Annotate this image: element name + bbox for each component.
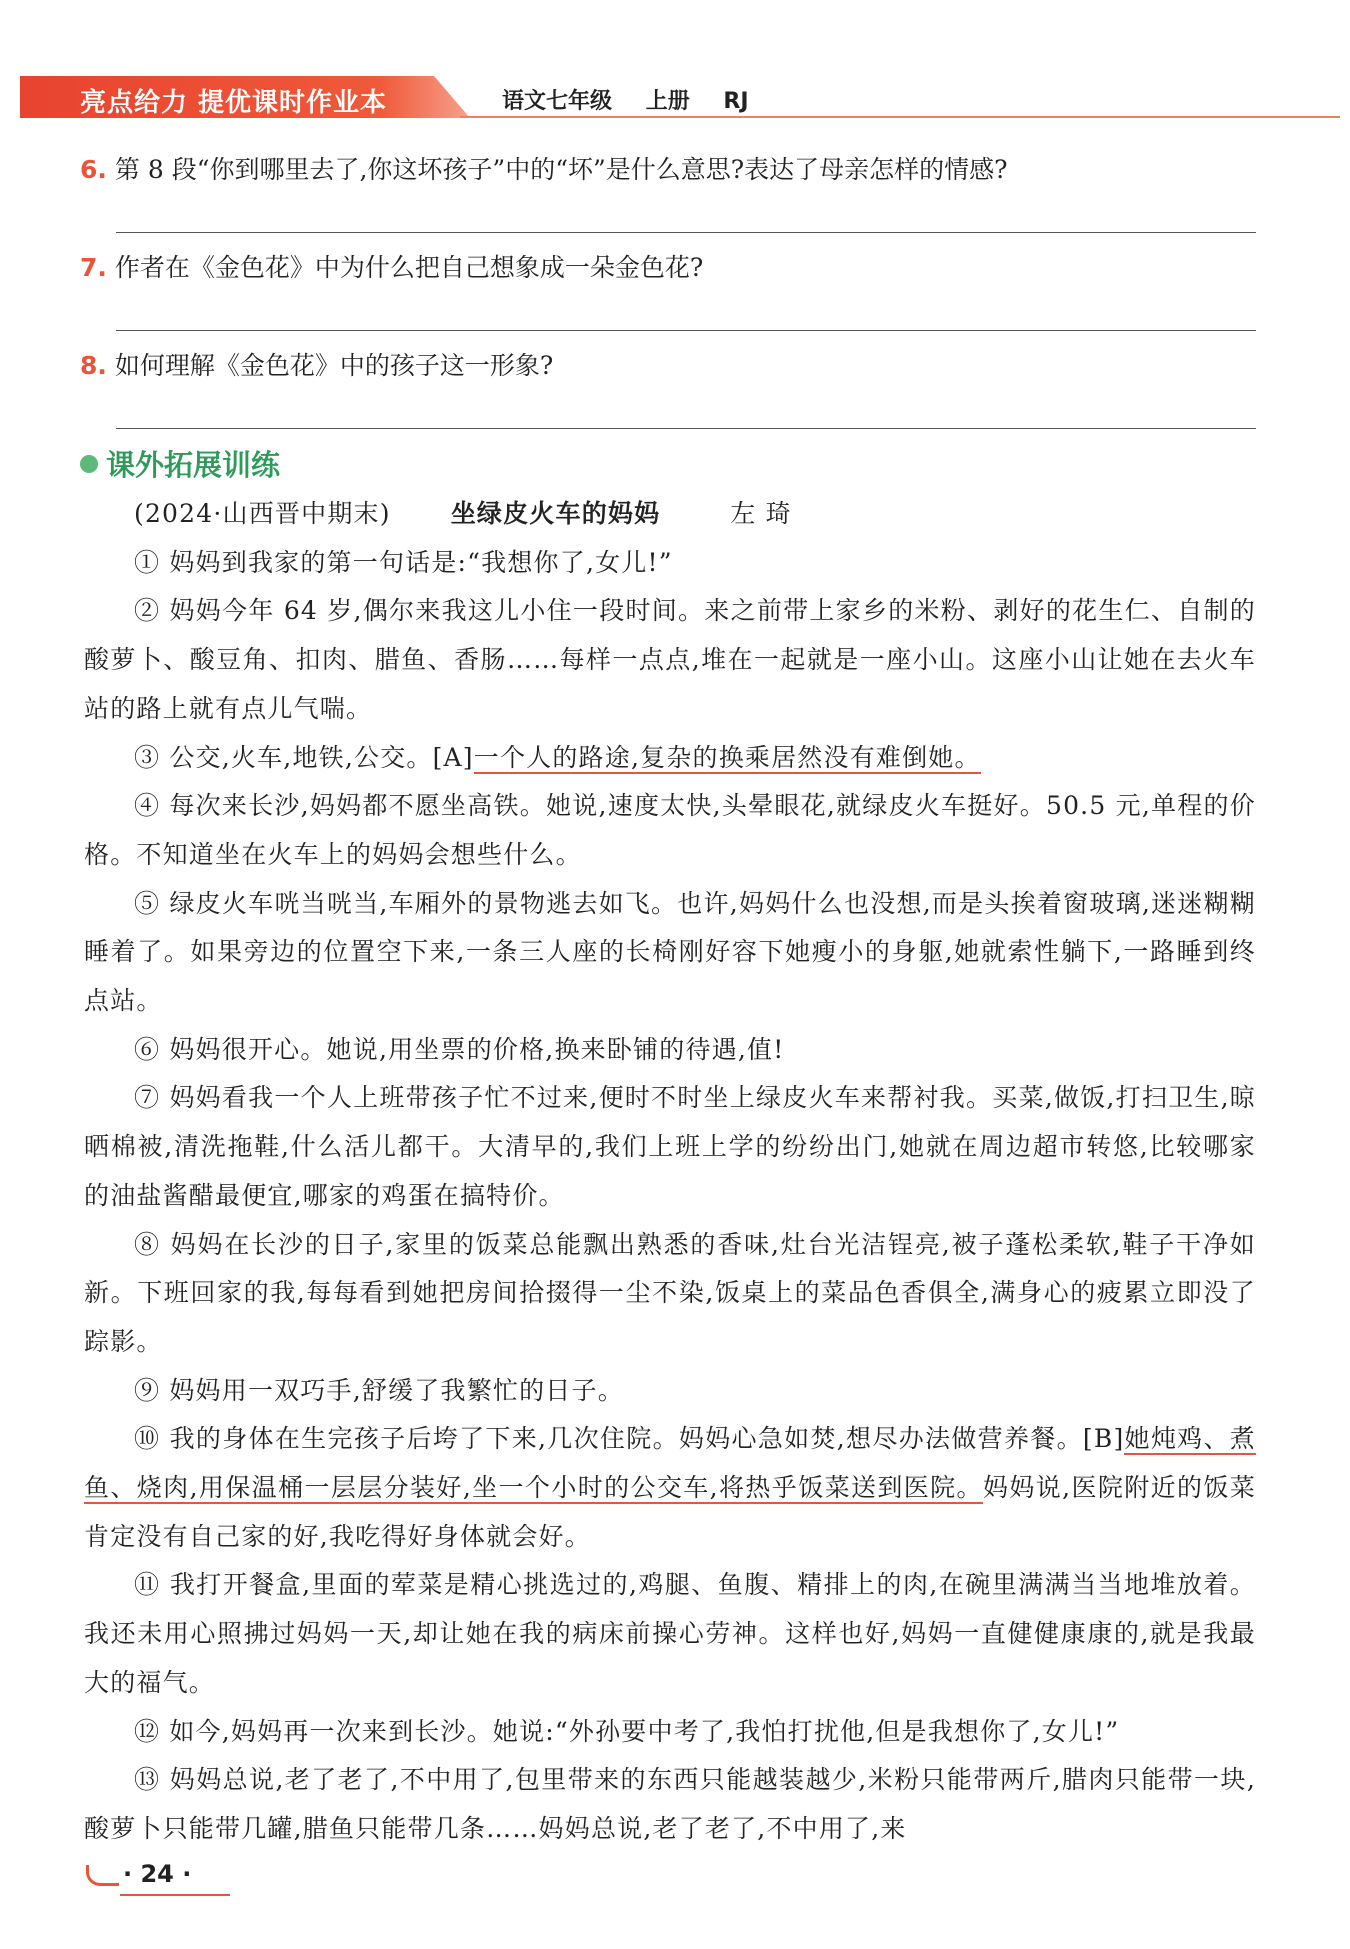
reading-passage [84, 490, 1256, 1854]
paragraph-11: ⑪ 我打开餐盒,里面的荤菜是精心挑选过的,鸡腿、鱼腹、精排上的肉,在碗里满满当当地堆放着。我还未用心照拂过妈妈一天,却让她在我的病床前操心劳神。这样也好,妈妈一直健健康康的,就是我最大的福气。 [84, 1570, 1256, 1697]
paragraph-12: ⑫ 如今,妈妈再一次来到长沙。她说:“外孙要中考了,我怕打扰他,但是我想你了,女儿!” [134, 1716, 1120, 1746]
underline-b: 她炖鸡、煮鱼、烧肉,用保温桶一层层分装好,坐一个小时的公交车,将热乎饭菜送到医院。 [84, 1424, 1256, 1503]
article-author: 左 琦 [730, 499, 792, 528]
answer-line-7[interactable] [116, 330, 1256, 331]
subject-label: 语文七年级 [502, 89, 613, 114]
underline-a: 一个人的路途,复杂的换乘居然没有难倒她。 [473, 742, 981, 772]
footer-curve-icon [86, 1865, 119, 1886]
article-header [84, 490, 1256, 539]
paragraph-5: ⑤ 绿皮火车咣当咣当,车厢外的景物逃去如飞。也许,妈妈什么也没想,而是头挨着窗玻璃,迷迷糊糊睡着了。如果旁边的位置空下来,一条三人座的长椅刚好容下她瘦小的身躯,她就索性躺下,一路睡到终点站。 [84, 888, 1257, 1016]
header-info [502, 84, 775, 115]
leaf-icon [80, 455, 98, 473]
article-source: (2024·山西晋中期末) [134, 499, 391, 528]
edition-label: RJ [723, 89, 749, 114]
paragraph-8: ⑧ 妈妈在长沙的日子,家里的饭菜总能飘出熟悉的香味,灶台光洁锃亮,被子蓬松柔软,鞋子干净如新。下班回家的我,每每看到她把房间拾掇得一尘不染,饭桌上的菜品色香俱全,满身心的疲累立即没了踪影。 [84, 1229, 1256, 1356]
paragraph-13: ⑬ 妈妈总说,老了老了,不中用了,包里带来的东西只能越装越少,米粉只能带两斤,腊肉只能带一块,酸萝卜只能带几罐,腊鱼只能带几条……妈妈总说,老了老了,不中用了,来 [84, 1765, 1256, 1843]
page-header [20, 76, 1340, 118]
paragraph-3: ③ 公交,火车,地铁,公交。[A]一个人的路途,复杂的换乘居然没有难倒她。 [134, 742, 981, 772]
question-8: 8. 如何理解《金色花》中的孩子这一形象? [80, 351, 554, 380]
header-rule [460, 116, 1340, 118]
section-heading: 课外拓展训练 [80, 443, 280, 484]
paragraph-9: ⑨ 妈妈用一双巧手,舒缓了我繁忙的日子。 [134, 1375, 624, 1405]
paragraph-6: ⑥ 妈妈很开心。她说,用坐票的价格,换来卧铺的待遇,值! [134, 1034, 785, 1064]
footer-rule [120, 1894, 230, 1896]
paragraph-7: ⑦ 妈妈看我一个人上班带孩子忙不过来,便时不时坐上绿皮火车来帮衬我。买菜,做饭,打扫卫生,晾晒棉被,清洗拖鞋,什么活儿都干。大清早的,我们上班上学的纷纷出门,她就在周边超市转悠,比较哪家的油盐酱醋最便宜,哪家的鸡蛋在搞特价。 [84, 1083, 1256, 1210]
question-7: 7. 作者在《金色花》中为什么把自己想象成一朵金色花? [80, 253, 704, 282]
paragraph-4: ④ 每次来长沙,妈妈都不愿坐高铁。她说,速度太快,头晕眼花,就绿皮火车挺好。50.5 元,单程的价格。不知道坐在火车上的妈妈会想些什么。 [84, 791, 1256, 869]
volume-label: 上册 [645, 89, 690, 114]
question-6: 6. 第 8 段“你到哪里去了,你这坏孩子”中的“坏”是什么意思?表达了母亲怎样的情感? [80, 155, 1008, 184]
paragraph-1: ① 妈妈到我家的第一句话是:“我想你了,女儿!” [134, 547, 673, 577]
paragraph-2: ② 妈妈今年 64 岁,偶尔来我这儿小住一段时间。来之前带上家乡的米粉、剥好的花生仁、自制的酸萝卜、酸豆角、扣肉、腊鱼、香肠……每样一点点,堆在一起就是一座小山。这座小山让她在去火车站的路上就有点儿气喘。 [84, 596, 1256, 723]
paragraph-10: ⑩ 我的身体在生完孩子后垮了下来,几次住院。妈妈心急如焚,想尽办法做营养餐。[B]她炖鸡、煮鱼、烧肉,用保温桶一层层分装好,坐一个小时的公交车,将热乎饭菜送到医院。妈妈说,医院附近的饭菜肯定没有自己家的好,我吃得好身体就会好。 [84, 1424, 1256, 1551]
article-title: 坐绿皮火车的妈妈 [450, 499, 661, 528]
page-footer [86, 1860, 191, 1888]
page-number: · 24 · [123, 1860, 192, 1888]
answer-line-8[interactable] [116, 428, 1256, 429]
answer-line-6[interactable] [116, 232, 1256, 233]
brand-title: 亮点给力 提优课时作业本 [80, 88, 388, 118]
